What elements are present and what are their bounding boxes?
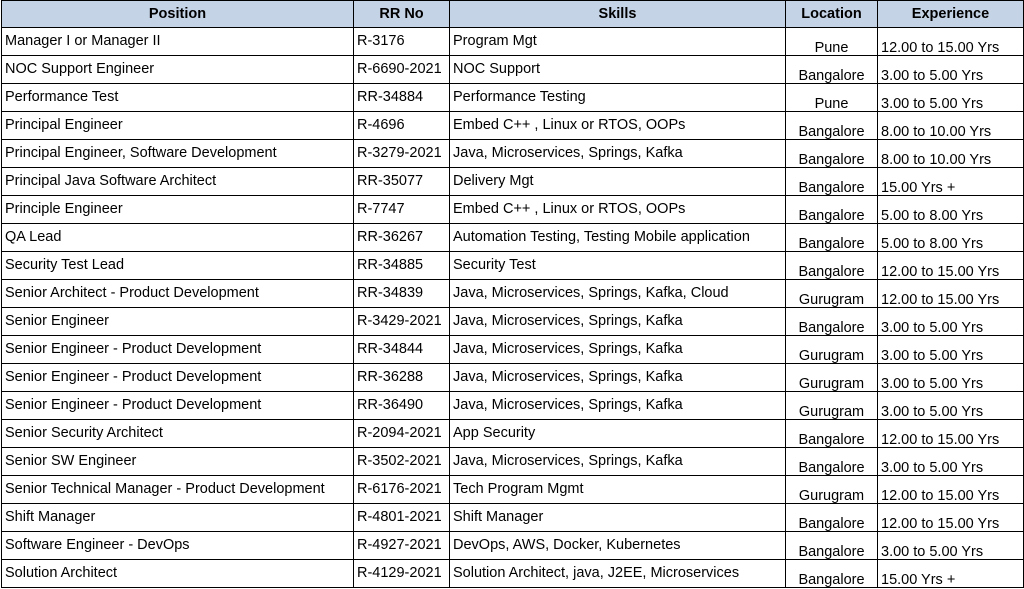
cell-position: Senior Security Architect bbox=[2, 420, 354, 448]
cell-position: Senior Engineer - Product Development bbox=[2, 392, 354, 420]
cell-rr-no: RR-34884 bbox=[354, 84, 450, 112]
cell-rr-no: R-3279-2021 bbox=[354, 140, 450, 168]
cell-position: Shift Manager bbox=[2, 504, 354, 532]
cell-rr-no: RR-34839 bbox=[354, 280, 450, 308]
header-experience: Experience bbox=[878, 1, 1024, 28]
cell-position: Senior Engineer bbox=[2, 308, 354, 336]
cell-skills: Delivery Mgt bbox=[450, 168, 786, 196]
cell-experience: 12.00 to 15.00 Yrs bbox=[878, 476, 1024, 504]
cell-location: Bangalore bbox=[786, 168, 878, 196]
cell-position: Senior Architect - Product Development bbox=[2, 280, 354, 308]
cell-experience: 12.00 to 15.00 Yrs bbox=[878, 504, 1024, 532]
cell-location: Bangalore bbox=[786, 532, 878, 560]
cell-position: Security Test Lead bbox=[2, 252, 354, 280]
cell-skills: DevOps, AWS, Docker, Kubernetes bbox=[450, 532, 786, 560]
cell-skills: Performance Testing bbox=[450, 84, 786, 112]
header-position: Position bbox=[2, 1, 354, 28]
cell-experience: 3.00 to 5.00 Yrs bbox=[878, 392, 1024, 420]
table-row bbox=[2, 364, 1024, 392]
cell-location: Bangalore bbox=[786, 224, 878, 252]
cell-position: Performance Test bbox=[2, 84, 354, 112]
table-row bbox=[2, 140, 1024, 168]
cell-location: Bangalore bbox=[786, 308, 878, 336]
cell-rr-no: R-2094-2021 bbox=[354, 420, 450, 448]
cell-position: Principle Engineer bbox=[2, 196, 354, 224]
table-row bbox=[2, 196, 1024, 224]
table-row bbox=[2, 560, 1024, 588]
table-row bbox=[2, 56, 1024, 84]
header-row bbox=[2, 1, 1024, 28]
cell-experience: 15.00 Yrs + bbox=[878, 168, 1024, 196]
cell-rr-no: RR-35077 bbox=[354, 168, 450, 196]
table-row bbox=[2, 476, 1024, 504]
cell-skills: Program Mgt bbox=[450, 28, 786, 56]
cell-location: Gurugram bbox=[786, 336, 878, 364]
cell-experience: 8.00 to 10.00 Yrs bbox=[878, 112, 1024, 140]
cell-skills: Java, Microservices, Springs, Kafka bbox=[450, 448, 786, 476]
cell-rr-no: R-3429-2021 bbox=[354, 308, 450, 336]
cell-skills: Java, Microservices, Springs, Kafka bbox=[450, 364, 786, 392]
cell-position: Principal Engineer bbox=[2, 112, 354, 140]
table-row bbox=[2, 392, 1024, 420]
cell-location: Bangalore bbox=[786, 56, 878, 84]
cell-location: Bangalore bbox=[786, 504, 878, 532]
cell-position: Manager I or Manager II bbox=[2, 28, 354, 56]
cell-location: Bangalore bbox=[786, 420, 878, 448]
cell-rr-no: R-4801-2021 bbox=[354, 504, 450, 532]
cell-skills: Embed C++ , Linux or RTOS, OOPs bbox=[450, 196, 786, 224]
cell-rr-no: R-3502-2021 bbox=[354, 448, 450, 476]
table-header bbox=[2, 1, 1024, 28]
cell-position: Software Engineer - DevOps bbox=[2, 532, 354, 560]
cell-rr-no: R-6176-2021 bbox=[354, 476, 450, 504]
cell-rr-no: R-6690-2021 bbox=[354, 56, 450, 84]
cell-location: Gurugram bbox=[786, 476, 878, 504]
table-body bbox=[2, 28, 1024, 588]
cell-experience: 3.00 to 5.00 Yrs bbox=[878, 56, 1024, 84]
cell-experience: 8.00 to 10.00 Yrs bbox=[878, 140, 1024, 168]
cell-skills: Java, Microservices, Springs, Kafka bbox=[450, 140, 786, 168]
cell-location: Bangalore bbox=[786, 112, 878, 140]
cell-rr-no: R-4129-2021 bbox=[354, 560, 450, 588]
cell-location: Pune bbox=[786, 84, 878, 112]
table-row bbox=[2, 336, 1024, 364]
cell-position: Senior Technical Manager - Product Development bbox=[2, 476, 354, 504]
cell-rr-no: RR-36490 bbox=[354, 392, 450, 420]
cell-skills: Shift Manager bbox=[450, 504, 786, 532]
cell-experience: 12.00 to 15.00 Yrs bbox=[878, 280, 1024, 308]
table-row bbox=[2, 532, 1024, 560]
cell-skills: Java, Microservices, Springs, Kafka bbox=[450, 392, 786, 420]
cell-skills: Java, Microservices, Springs, Kafka bbox=[450, 336, 786, 364]
cell-rr-no: R-3176 bbox=[354, 28, 450, 56]
cell-rr-no: RR-36267 bbox=[354, 224, 450, 252]
cell-skills: App Security bbox=[450, 420, 786, 448]
cell-experience: 12.00 to 15.00 Yrs bbox=[878, 28, 1024, 56]
cell-location: Bangalore bbox=[786, 448, 878, 476]
cell-experience: 12.00 to 15.00 Yrs bbox=[878, 252, 1024, 280]
cell-rr-no: RR-34844 bbox=[354, 336, 450, 364]
cell-experience: 3.00 to 5.00 Yrs bbox=[878, 308, 1024, 336]
cell-position: QA Lead bbox=[2, 224, 354, 252]
cell-experience: 3.00 to 5.00 Yrs bbox=[878, 336, 1024, 364]
cell-experience: 3.00 to 5.00 Yrs bbox=[878, 84, 1024, 112]
cell-skills: Java, Microservices, Springs, Kafka, Cloud bbox=[450, 280, 786, 308]
cell-skills: Java, Microservices, Springs, Kafka bbox=[450, 308, 786, 336]
cell-experience: 12.00 to 15.00 Yrs bbox=[878, 420, 1024, 448]
cell-position: Senior Engineer - Product Development bbox=[2, 336, 354, 364]
cell-rr-no: RR-34885 bbox=[354, 252, 450, 280]
cell-position: Senior Engineer - Product Development bbox=[2, 364, 354, 392]
cell-position: Senior SW Engineer bbox=[2, 448, 354, 476]
cell-experience: 3.00 to 5.00 Yrs bbox=[878, 448, 1024, 476]
cell-experience: 5.00 to 8.00 Yrs bbox=[878, 224, 1024, 252]
cell-experience: 3.00 to 5.00 Yrs bbox=[878, 364, 1024, 392]
table-row bbox=[2, 420, 1024, 448]
table-row bbox=[2, 308, 1024, 336]
cell-skills: Automation Testing, Testing Mobile application bbox=[450, 224, 786, 252]
cell-location: Gurugram bbox=[786, 364, 878, 392]
header-rr-no: RR No bbox=[354, 1, 450, 28]
cell-experience: 5.00 to 8.00 Yrs bbox=[878, 196, 1024, 224]
table-row bbox=[2, 112, 1024, 140]
cell-skills: NOC Support bbox=[450, 56, 786, 84]
cell-position: Principal Java Software Architect bbox=[2, 168, 354, 196]
cell-rr-no: R-4696 bbox=[354, 112, 450, 140]
cell-location: Bangalore bbox=[786, 560, 878, 588]
header-location: Location bbox=[786, 1, 878, 28]
cell-location: Bangalore bbox=[786, 196, 878, 224]
cell-skills: Tech Program Mgmt bbox=[450, 476, 786, 504]
table-row bbox=[2, 84, 1024, 112]
table-row bbox=[2, 168, 1024, 196]
cell-position: Principal Engineer, Software Development bbox=[2, 140, 354, 168]
job-openings-table bbox=[1, 0, 1024, 588]
cell-experience: 3.00 to 5.00 Yrs bbox=[878, 532, 1024, 560]
header-skills: Skills bbox=[450, 1, 786, 28]
cell-position: Solution Architect bbox=[2, 560, 354, 588]
cell-rr-no: RR-36288 bbox=[354, 364, 450, 392]
table-row bbox=[2, 28, 1024, 56]
cell-location: Bangalore bbox=[786, 140, 878, 168]
cell-location: Gurugram bbox=[786, 392, 878, 420]
cell-experience: 15.00 Yrs + bbox=[878, 560, 1024, 588]
cell-location: Bangalore bbox=[786, 252, 878, 280]
cell-location: Pune bbox=[786, 28, 878, 56]
table-row bbox=[2, 448, 1024, 476]
cell-position: NOC Support Engineer bbox=[2, 56, 354, 84]
cell-rr-no: R-4927-2021 bbox=[354, 532, 450, 560]
cell-skills: Security Test bbox=[450, 252, 786, 280]
cell-skills: Solution Architect, java, J2EE, Microservices bbox=[450, 560, 786, 588]
table-row bbox=[2, 280, 1024, 308]
table-row bbox=[2, 224, 1024, 252]
table-row bbox=[2, 252, 1024, 280]
cell-skills: Embed C++ , Linux or RTOS, OOPs bbox=[450, 112, 786, 140]
table-row bbox=[2, 504, 1024, 532]
cell-rr-no: R-7747 bbox=[354, 196, 450, 224]
cell-location: Gurugram bbox=[786, 280, 878, 308]
